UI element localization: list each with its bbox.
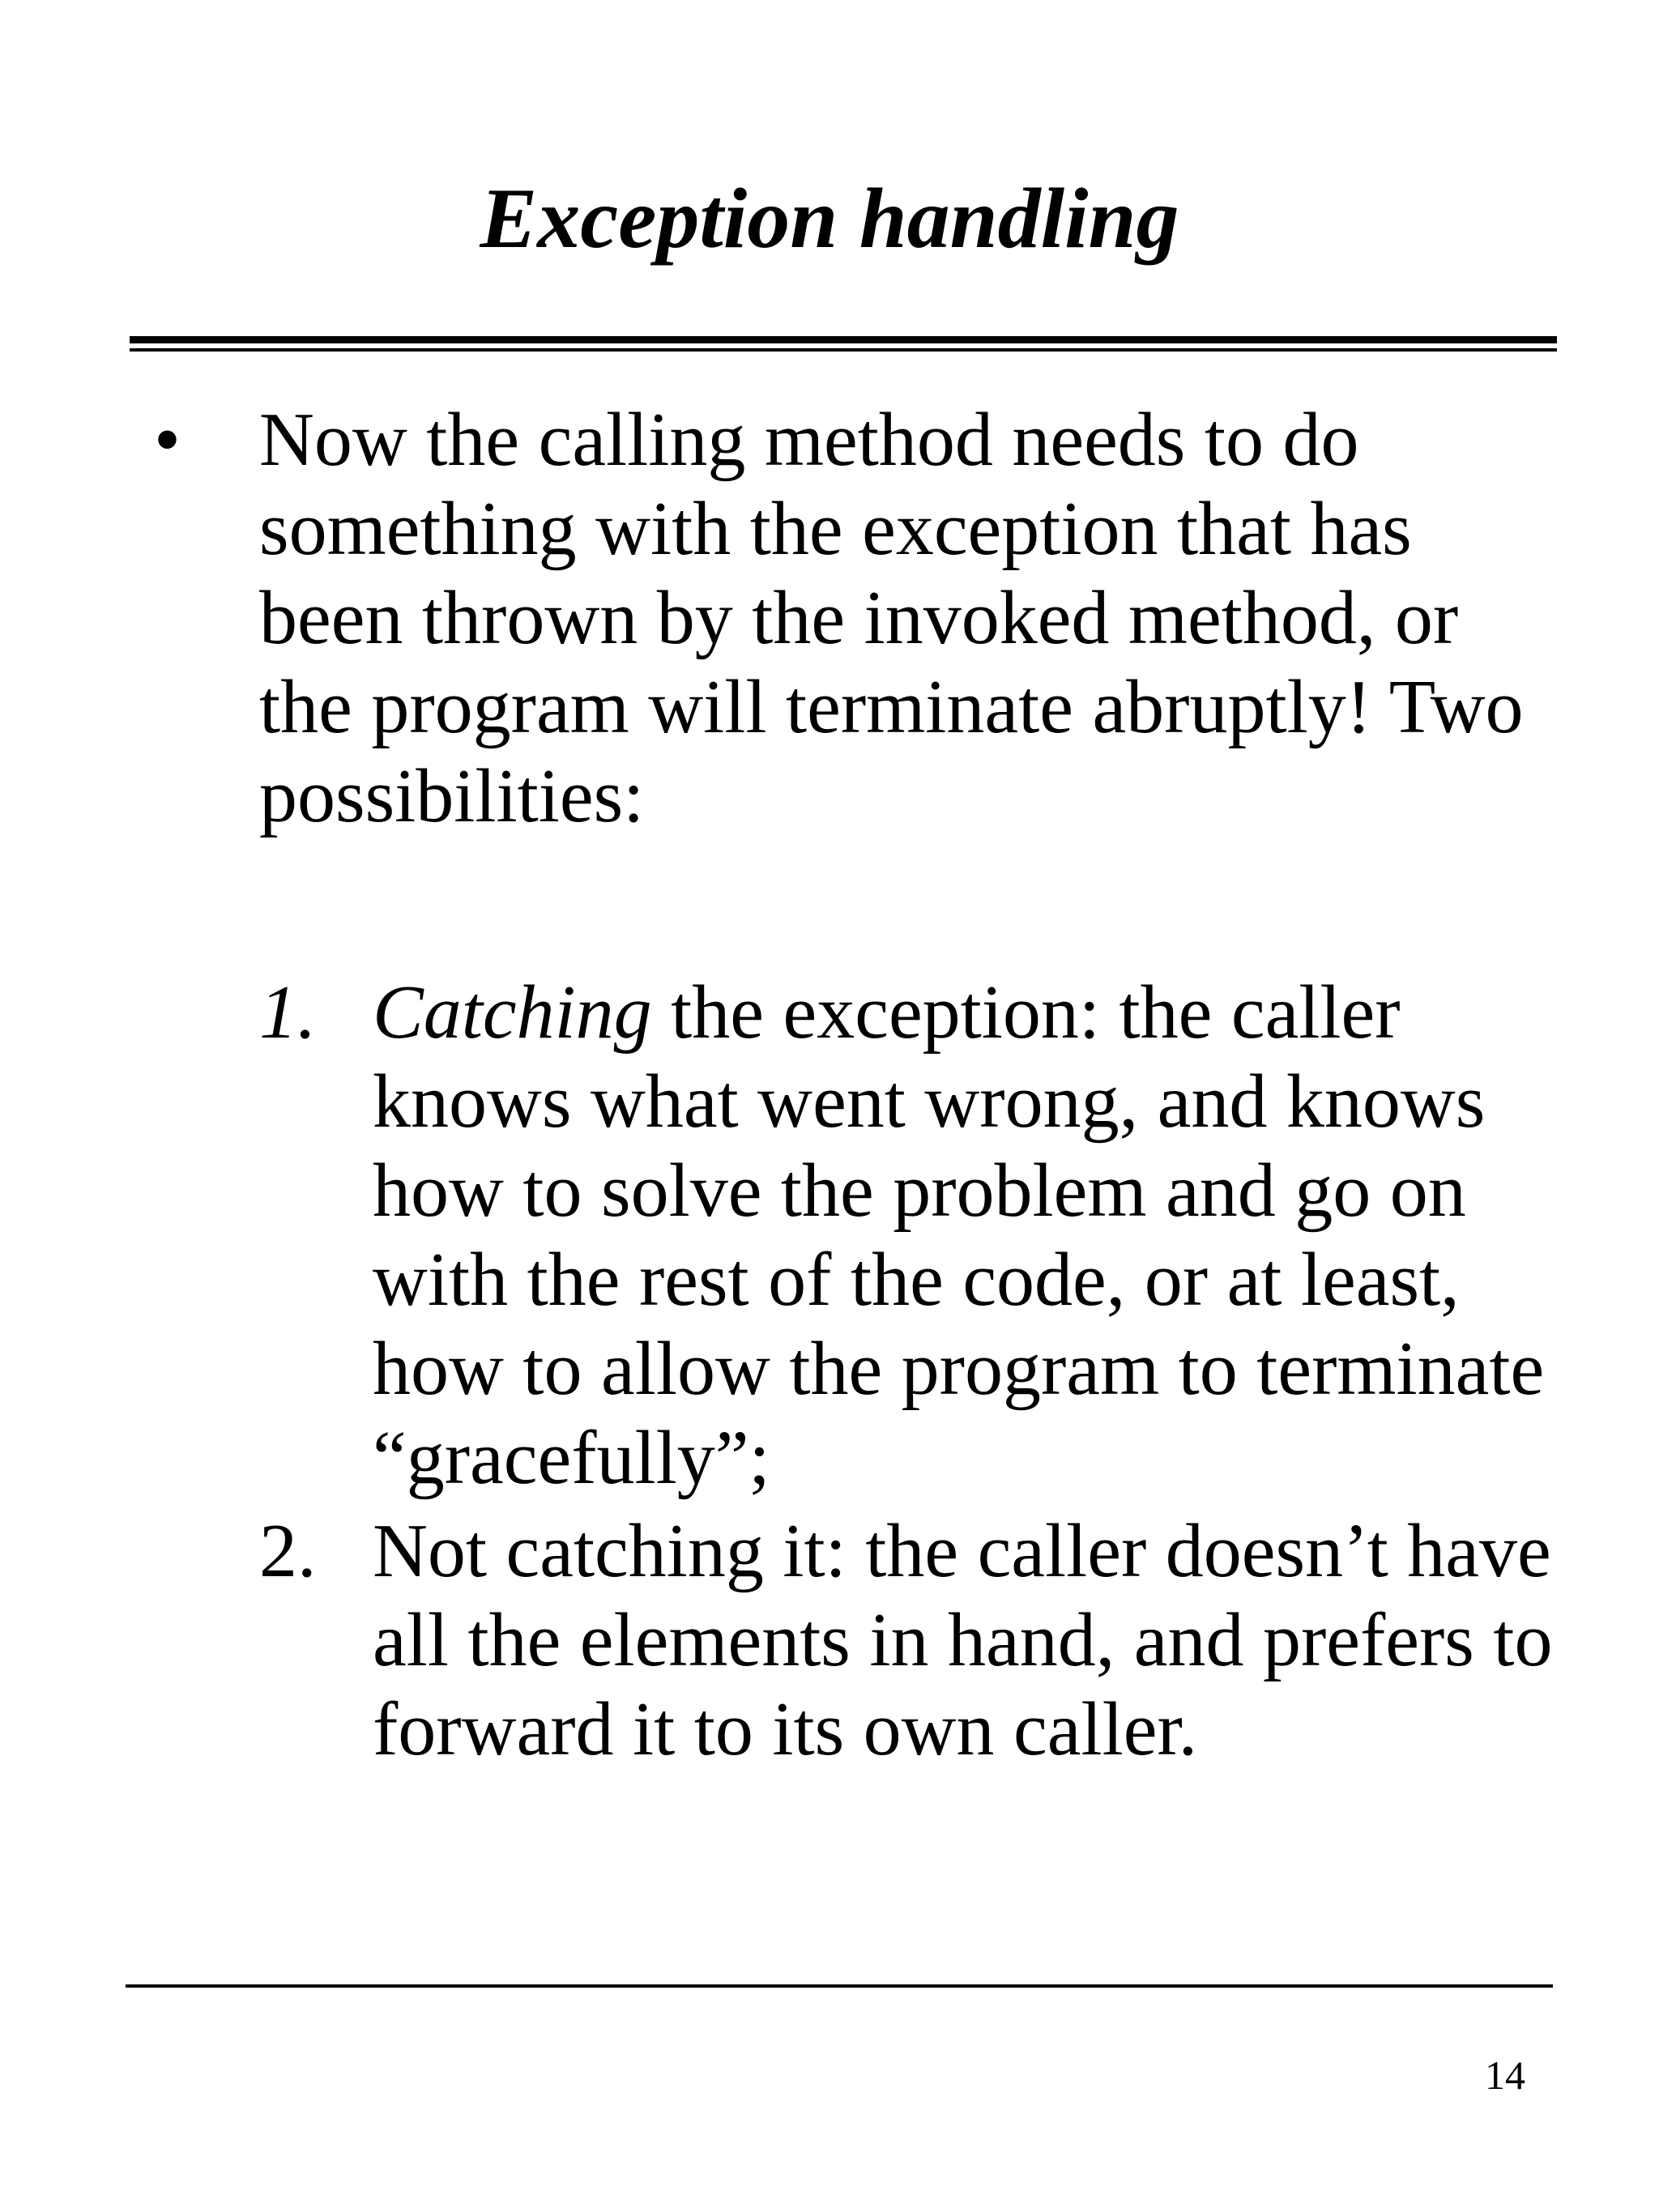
list-item-body <box>373 1507 1588 1774</box>
list-item-number: 2. <box>259 1509 317 1593</box>
bullet-paragraph <box>259 395 1572 841</box>
footer-divider <box>126 1984 1553 1988</box>
list-item-line: forward it to its own caller. <box>373 1687 1198 1771</box>
title-divider-thin <box>130 348 1557 352</box>
list-item-line <box>373 968 1588 1057</box>
list-item-body <box>373 968 1588 1502</box>
list-item-text: the exception: the caller <box>651 970 1401 1055</box>
page-number: 14 <box>1485 2052 1525 2098</box>
list-item-line: how to solve the problem and go on <box>373 1149 1466 1233</box>
list-item-line: how to allow the program to terminate <box>373 1327 1545 1411</box>
list-item-line: Not catching it: the caller doesn’t have <box>373 1509 1551 1593</box>
bullet-line: something with the exception that has <box>259 487 1412 571</box>
bullet-line: the program will terminate abruptly! Two <box>259 665 1524 749</box>
list-item-number: 1. <box>259 970 317 1055</box>
slide-title: Exception handling <box>480 171 1179 266</box>
bullet-line: Now the calling method needs to do <box>259 398 1359 482</box>
title-divider-thick <box>130 336 1557 343</box>
list-item-line: with the rest of the code, or at least, <box>373 1238 1460 1322</box>
bullet-icon: • <box>154 398 181 482</box>
list-item-line: “gracefully”; <box>373 1416 770 1500</box>
list-item-line: knows what went wrong, and knows <box>373 1059 1486 1144</box>
list-item-line: all the elements in hand, and prefers to <box>373 1598 1553 1682</box>
emphasis-term: Catching <box>373 970 652 1055</box>
bullet-line: possibilities: <box>259 754 645 838</box>
bullet-line: been thrown by the invoked method, or <box>259 576 1459 660</box>
